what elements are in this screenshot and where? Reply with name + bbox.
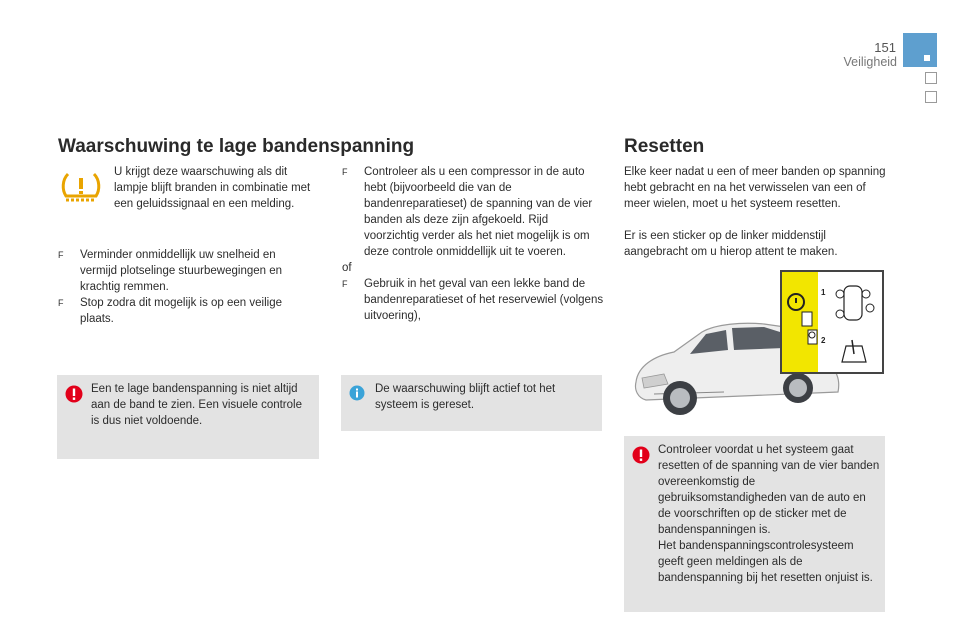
title-low-pressure: Waarschuwing te lage bandenspanning xyxy=(58,136,415,157)
section-name: Veiligheid xyxy=(843,55,897,69)
tab-dot xyxy=(924,55,930,61)
bullet-text: Gebruik in het geval van een lekke band de bandenreparatieset of het reservewiel (volgens uitvoering), xyxy=(364,278,604,322)
bullet-text: Controleer als u een compressor in de auto hebt (bijvoorbeeld die van de bandenreparatieset) de spanning van de vier banden als deze zijn afgekoeld. Rijd voorzichtig verder als het niet mogelijk is om deze controle onmiddellijk uit te voeren. xyxy=(364,166,593,258)
or-text: of xyxy=(342,262,352,274)
bullet-mark: F xyxy=(58,250,64,260)
section-tab xyxy=(903,33,937,67)
warning-box-left xyxy=(57,375,319,459)
tab-box-2 xyxy=(925,91,937,103)
sticker-step-2: 2 xyxy=(821,336,826,345)
bullet-mark: F xyxy=(58,298,64,308)
bullet-mark: F xyxy=(342,167,348,177)
sticker-graphic xyxy=(782,272,882,372)
tpms-sticker xyxy=(780,270,884,374)
warning-text-right-2: Het bandenspanningscontrolesysteem geeft geen meldingen als de bandenspanning bij het resetten onjuist is. xyxy=(658,540,873,584)
warning-exclamation-icon xyxy=(65,385,83,403)
page-number: 151 xyxy=(874,40,896,55)
info-box-middle xyxy=(341,375,602,431)
sticker-step-1: 1 xyxy=(821,288,826,297)
warning-text-right-1: Controleer voordat u het systeem gaat resetten of de spanning van de vier banden overeenkomstig de gebruiksomstandigheden van de auto en de voorschriften op de sticker met de bandenspanningen is. xyxy=(658,444,880,536)
bullet-text: Stop zodra dit mogelijk is op een veilige plaats. xyxy=(80,297,283,325)
reset-para-2: Er is een sticker op de linker middenstijl aangebracht om u hierop attent te maken. xyxy=(624,230,838,258)
warning-exclamation-icon xyxy=(632,446,650,464)
bullet-text: Verminder onmiddellijk uw snelheid en vermijd plotselinge stuurbewegingen en krachtig remmen. xyxy=(80,249,283,293)
warning-box-right xyxy=(624,436,885,612)
bullet-mark: F xyxy=(342,279,348,289)
bullet-reduce-speed xyxy=(58,247,308,295)
title-reset: Resetten xyxy=(624,136,705,157)
tab-box-1 xyxy=(925,72,937,84)
intro-text: U krijgt deze waarschuwing als dit lampje blijft branden in combinatie met een geluidssignaal en een melding. xyxy=(114,166,311,210)
info-icon xyxy=(349,385,365,401)
warning-text-left: Een te lage bandenspanning is niet altijd aan de band te zien. Een visuele controle is dus niet voldoende. xyxy=(91,383,302,427)
tpms-warning-lamp-icon xyxy=(60,170,102,204)
bullet-check-compressor xyxy=(342,164,604,260)
reset-para-1: Elke keer nadat u een of meer banden op spanning hebt gebracht en na het verwisselen van een of meer wielen, moet u het systeem resetten. xyxy=(624,166,886,210)
bullet-repair-kit xyxy=(342,276,604,324)
info-text: De waarschuwing blijft actief tot het systeem is gereset. xyxy=(375,383,556,411)
bullet-stop xyxy=(58,295,308,327)
